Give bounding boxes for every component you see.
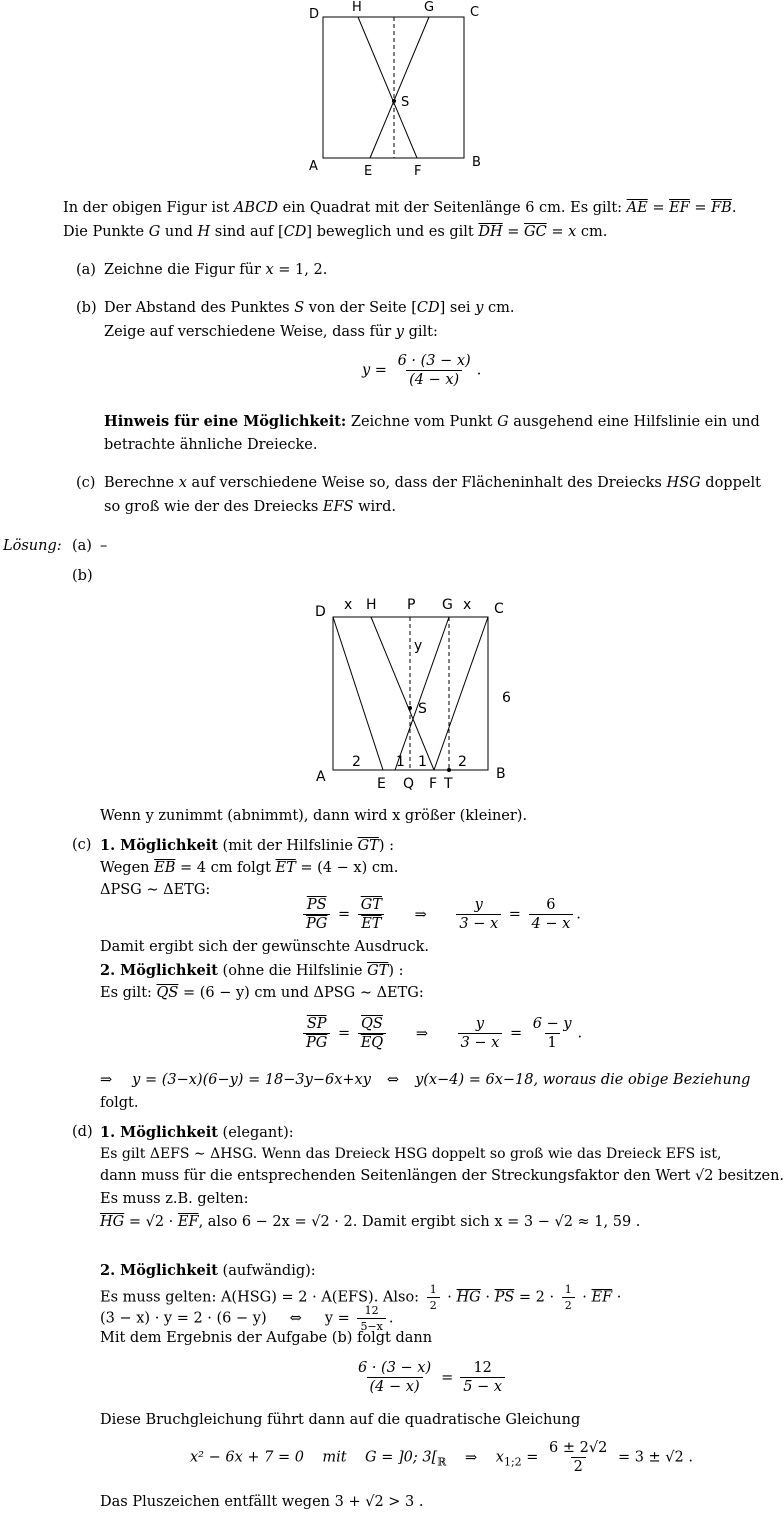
solution-d-label: (d) (72, 1124, 93, 1140)
label-2-right: 2 (458, 754, 467, 770)
solution-d-fraction-equation: $\frac{6 \cdot (3 - x)}{(4 - x)}$ = $\frac{12}{5 - x}$ (352, 1360, 508, 1395)
label-T: T (444, 776, 453, 792)
label-1-left: 1 (396, 754, 405, 770)
solution-c-wegen: Wegen $\overline{EB} = 4$ cm folgt $\overline{ET} = (4 - x)$ cm. (100, 860, 399, 876)
solution-c-folgt: folgt. (100, 1095, 139, 1111)
label-H: H (366, 597, 377, 613)
label-E: E (364, 164, 373, 179)
label-x-left: x (344, 597, 353, 613)
label-A: A (316, 769, 326, 785)
solution-c-es-gilt: Es gilt: $\overline{QS} = (6 - y)$ cm und ΔPSG ∼ ΔETG: (100, 985, 424, 1001)
label-F: F (429, 776, 438, 792)
label-D: D (315, 604, 326, 620)
solution-d-m1-heading: 1. Möglichkeit (elegant): (100, 1124, 294, 1141)
solution-c-damit: Damit ergibt sich der gewünschte Ausdruck. (100, 939, 429, 955)
task-b-hint-1: Hinweis für eine Möglichkeit: Zeichne vom Punkt G ausgehend eine Hilfslinie ein und (104, 413, 760, 430)
task-b-formula: y = $\frac{6 \cdot (3 - x)}{(4 - x)}$ . (362, 353, 482, 388)
solution-d-line-9: Das Pluszeichen entfällt wegen 3 + √2 > 3 . (100, 1494, 424, 1510)
task-c-line-2: so groß wie der des Dreiecks EFS wird. (104, 499, 396, 515)
solution-b-text: Wenn y zunimmt (abnimmt), dann wird x größer (kleiner). (100, 808, 528, 824)
solution-c-similarity: ΔPSG ∼ ΔETG: (100, 882, 211, 898)
solution-d-line-6: (3 − x) · y = 2 · (6 − y) ⇔ y = $\frac{12}{5-x}$ . (100, 1304, 394, 1333)
solution-c-result: ⇒ y = (3−x)(6−y) = 18−3y−6x+xy ⇔ y(x−4) = 6x−18, woraus die obige Beziehung (100, 1072, 751, 1088)
figure-square-1 (300, 0, 500, 182)
label-S: S (418, 701, 427, 717)
task-b-hint-2: betrachte ähnliche Dreiecke. (104, 437, 318, 453)
solution-d-line-5: Es muss gelten: A(HSG) = 2 · A(EFS). Also: $\frac{1}{2}$ · $\overline{HG} \cdot \overline{PS} = 2$ · $\frac{1}{2}$ · $\overline{EF}$ · (100, 1283, 622, 1312)
task-b-line-2: Zeige auf verschiedene Weise, dass für y gilt: (104, 324, 438, 340)
task-c-line-1: Berechne x auf verschiedene Weise so, dass der Flächeninhalt des Dreiecks HSG doppelt (104, 475, 761, 491)
label-A: A (309, 159, 318, 174)
label-C: C (470, 5, 480, 20)
label-S: S (401, 95, 410, 110)
label-six: 6 (502, 690, 511, 706)
task-c-label: (c) (76, 475, 96, 491)
solution-c-m1-heading: 1. Möglichkeit (mit der Hilfslinie $\overline{GT}$) : (100, 837, 395, 854)
solution-c-formula-2: $\frac{\overline{SP}}{PG}$ = $\frac{\overline{QS}}{EQ}$ ⇒ $\frac{y}{3 - x}$ = $\frac{6 - y}{1}$ . (300, 1016, 582, 1051)
label-G: G (442, 597, 453, 613)
solution-d-line-7: Mit dem Ergebnis der Aufgabe (b) folgt dann (100, 1330, 433, 1346)
label-x-right: x (463, 597, 472, 613)
label-F: F (414, 164, 422, 179)
label-C: C (494, 601, 504, 617)
solution-a-label: (a) (72, 538, 92, 554)
task-a-label: (a) (76, 262, 96, 278)
label-E: E (377, 776, 386, 792)
label-B: B (472, 155, 481, 170)
label-G: G (424, 0, 435, 15)
solution-d-m2-heading: 2. Möglichkeit (aufwändig): (100, 1262, 316, 1279)
label-2-left: 2 (352, 754, 361, 770)
label-1-right: 1 (418, 754, 427, 770)
label-P: P (407, 597, 416, 613)
task-b-line-1: Der Abstand des Punktes S von der Seite [CD] sei y cm. (104, 300, 515, 316)
task-a-text: Zeichne die Figur für x = 1, 2. (104, 262, 328, 278)
label-B: B (496, 766, 506, 782)
solution-d-line-4: $\overline{HG} = √2 \cdot \overline{EF}$, also 6 − 2x = √2 · 2. Damit ergibt sich x = 3 − √2 ≈ 1, 59 . (100, 1214, 641, 1230)
solution-c-m2-heading: 2. Möglichkeit (ohne die Hilfslinie $\overline{GT}$) : (100, 962, 404, 979)
intro-line-2: Die Punkte G und H sind auf [CD] beweglich und es gilt $\overline{DH} = \overline{GC} = x$ cm. (63, 224, 608, 240)
label-y: y (414, 638, 423, 654)
solution-c-label: (c) (72, 837, 92, 853)
label-Q: Q (403, 776, 415, 792)
solution-d-line-2: dann muss für die entsprechenden Seitenlängen der Streckungsfaktor den Wert √2 besitzen. (100, 1168, 784, 1184)
solution-b-label: (b) (72, 568, 93, 584)
solution-d-line-8: Diese Bruchgleichung führt dann auf die quadratische Gleichung (100, 1412, 581, 1428)
solution-d-line-1: Es gilt ΔEFS ∼ ΔHSG. Wenn das Dreieck HSG doppelt so groß wie das Dreieck EFS ist, (100, 1146, 722, 1162)
intro-line-1: In der obigen Figur ist ABCD ein Quadrat mit der Seitenlänge 6 cm. Es gilt: $\overline{AE} = \overline{EF} = \overline{FB}$. (63, 200, 737, 216)
solution-a-dash: – (100, 538, 108, 554)
figure-square-2 (310, 590, 530, 795)
label-D: D (309, 7, 320, 22)
label-H: H (352, 0, 362, 15)
solution-d-quadratic: x² − 6x + 7 = 0 mit G = ]0; $3[_ℝ$ ⇒ $x_{1;2}$ = $\frac{6 \pm 2√2}{2}$ = 3 ± √2 . (190, 1440, 693, 1475)
task-b-label: (b) (76, 300, 97, 316)
solution-d-line-3: Es muss z.B. gelten: (100, 1191, 249, 1207)
solution-c-formula-1: $\frac{\overline{PS}}{PG}$ = $\frac{\overline{GT}}{ET}$ ⇒ $\frac{y}{3 - x}$ = $\frac{6}{4 - x}$ . (300, 897, 581, 932)
solution-title: Lösung: (3, 538, 62, 554)
